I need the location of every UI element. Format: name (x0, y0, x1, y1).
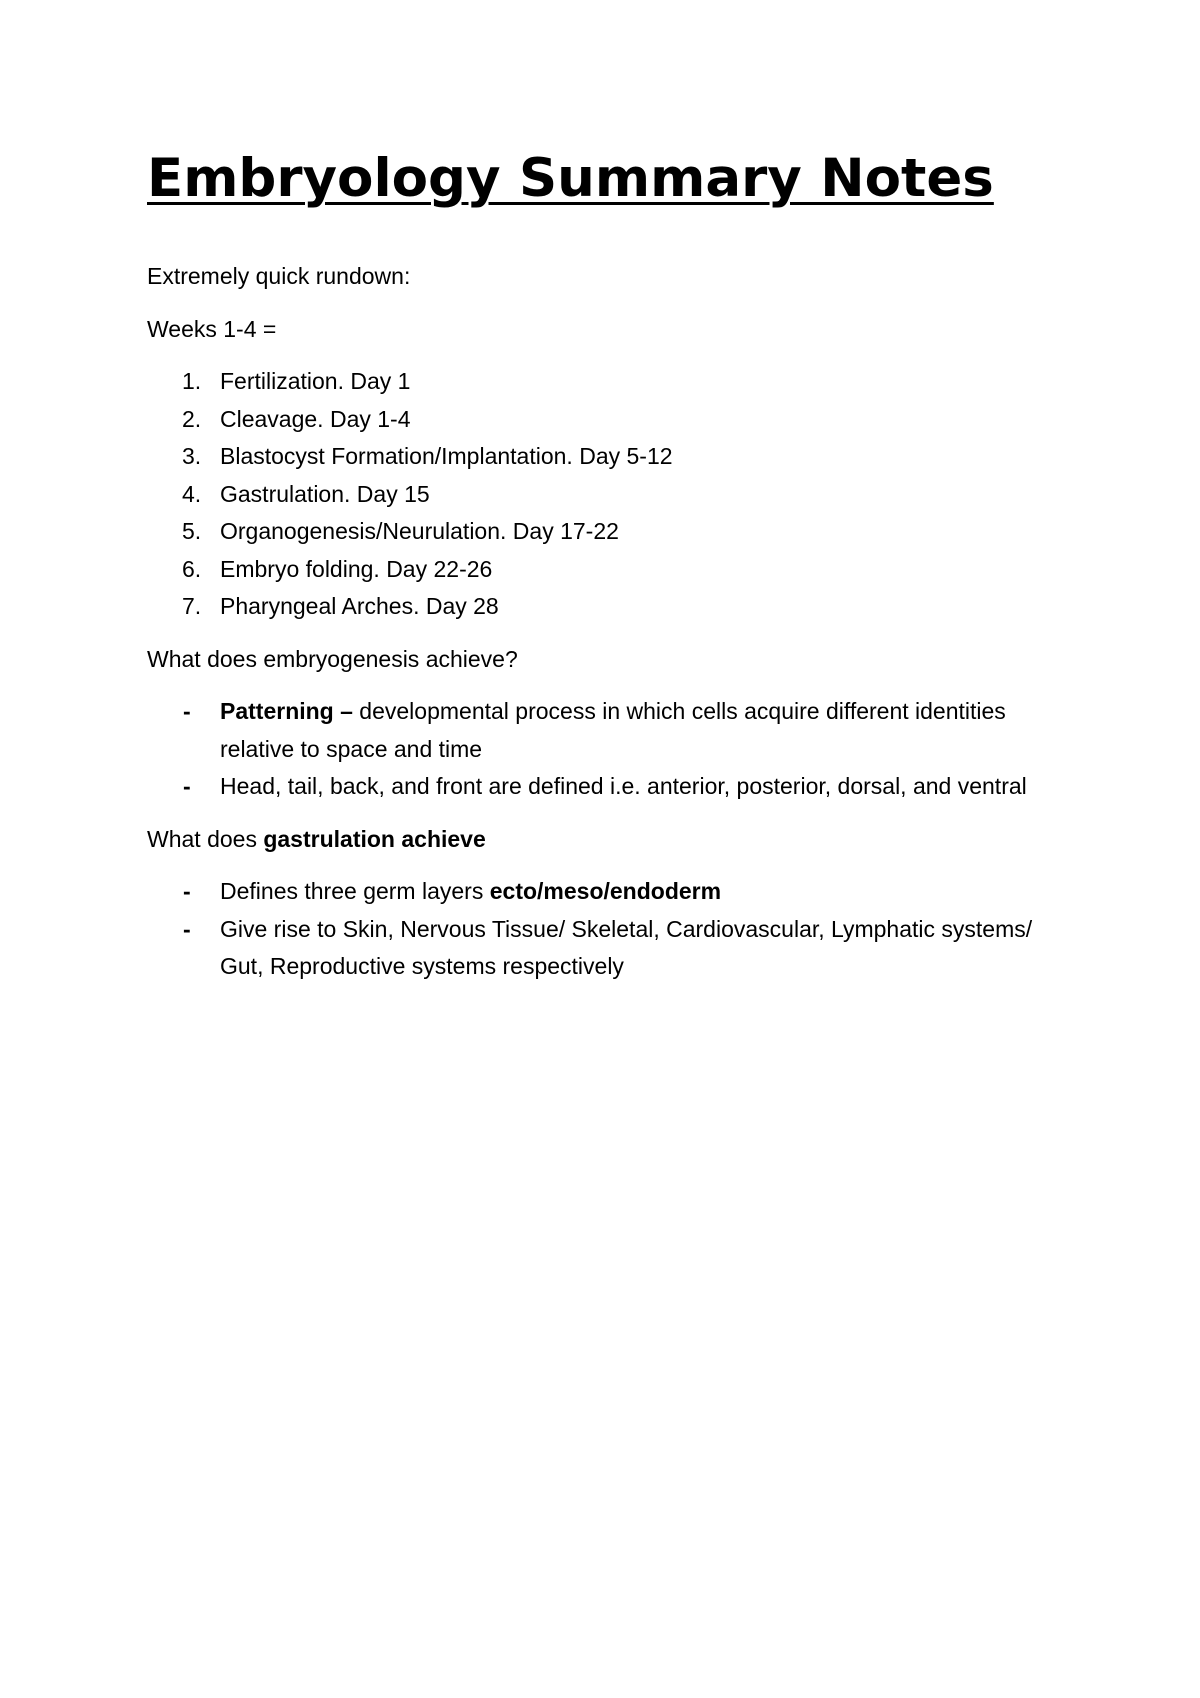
list-item (147, 911, 1067, 986)
list-number: 1. (182, 368, 202, 394)
gastrulation-question (147, 821, 1067, 859)
list-number: 2. (182, 405, 202, 432)
list-item (147, 873, 1067, 911)
list-number: 6. (182, 555, 202, 582)
gastrulation-points-list (147, 873, 1067, 986)
list-item (147, 438, 1067, 476)
embryogenesis-points-list (147, 693, 1067, 806)
list-number: 4. (182, 480, 202, 507)
list-item (147, 476, 1067, 514)
list-item (147, 551, 1067, 589)
list-item-text: Gastrulation. Day 15 (220, 480, 430, 507)
list-item-text: Blastocyst Formation/Implantation. Day 5-12 (220, 443, 673, 469)
list-item (147, 513, 1067, 551)
document-body (147, 258, 1067, 1001)
dash-bullet: - (183, 878, 191, 904)
list-item (147, 588, 1067, 626)
dash-bullet: - (183, 915, 191, 942)
list-item (147, 401, 1067, 439)
dash-bullet: - (183, 773, 191, 799)
list-item (147, 363, 1067, 401)
patterning-term: Patterning – (220, 698, 353, 724)
germ-layers-term: ecto/meso/endoderm (489, 878, 722, 904)
list-item-text: Pharyngeal Arches. Day 28 (220, 593, 499, 619)
page-title: Embryology Summary Notes (147, 148, 994, 209)
list-item-text: Fertilization. Day 1 (220, 368, 411, 394)
patterning-definition: developmental process in which cells acquire different identities relative to space and time (220, 698, 1006, 762)
list-item-text: Embryo folding. Day 22-26 (220, 555, 493, 582)
intro-text: Extremely quick rundown: (147, 263, 411, 289)
list-number: 3. (182, 443, 202, 469)
list-item-text: Head, tail, back, and front are defined i.e. anterior, posterior, dorsal, and ventral (220, 773, 1027, 799)
weeks-heading: Weeks 1-4 = (147, 315, 277, 342)
gastrulation-question-lead: What does (147, 825, 264, 852)
list-item-text: Give rise to Skin, Nervous Tissue/ Skeletal, Cardiovascular, Lymphatic systems/ Gut, Reproductive systems respectively (220, 915, 1033, 979)
list-number: 5. (182, 518, 202, 544)
gastrulation-question-bold: gastrulation achieve (263, 825, 486, 852)
list-number: 7. (182, 593, 202, 619)
list-item (147, 768, 1067, 806)
development-steps-list (147, 363, 1067, 626)
germ-layers-lead: Defines three germ layers (220, 878, 490, 904)
embryogenesis-question: What does embryogenesis achieve? (147, 645, 518, 672)
list-item (147, 693, 1067, 768)
dash-bullet: - (183, 698, 191, 724)
list-item-text: Organogenesis/Neurulation. Day 17-22 (220, 518, 619, 544)
list-item-text: Cleavage. Day 1-4 (220, 405, 411, 432)
